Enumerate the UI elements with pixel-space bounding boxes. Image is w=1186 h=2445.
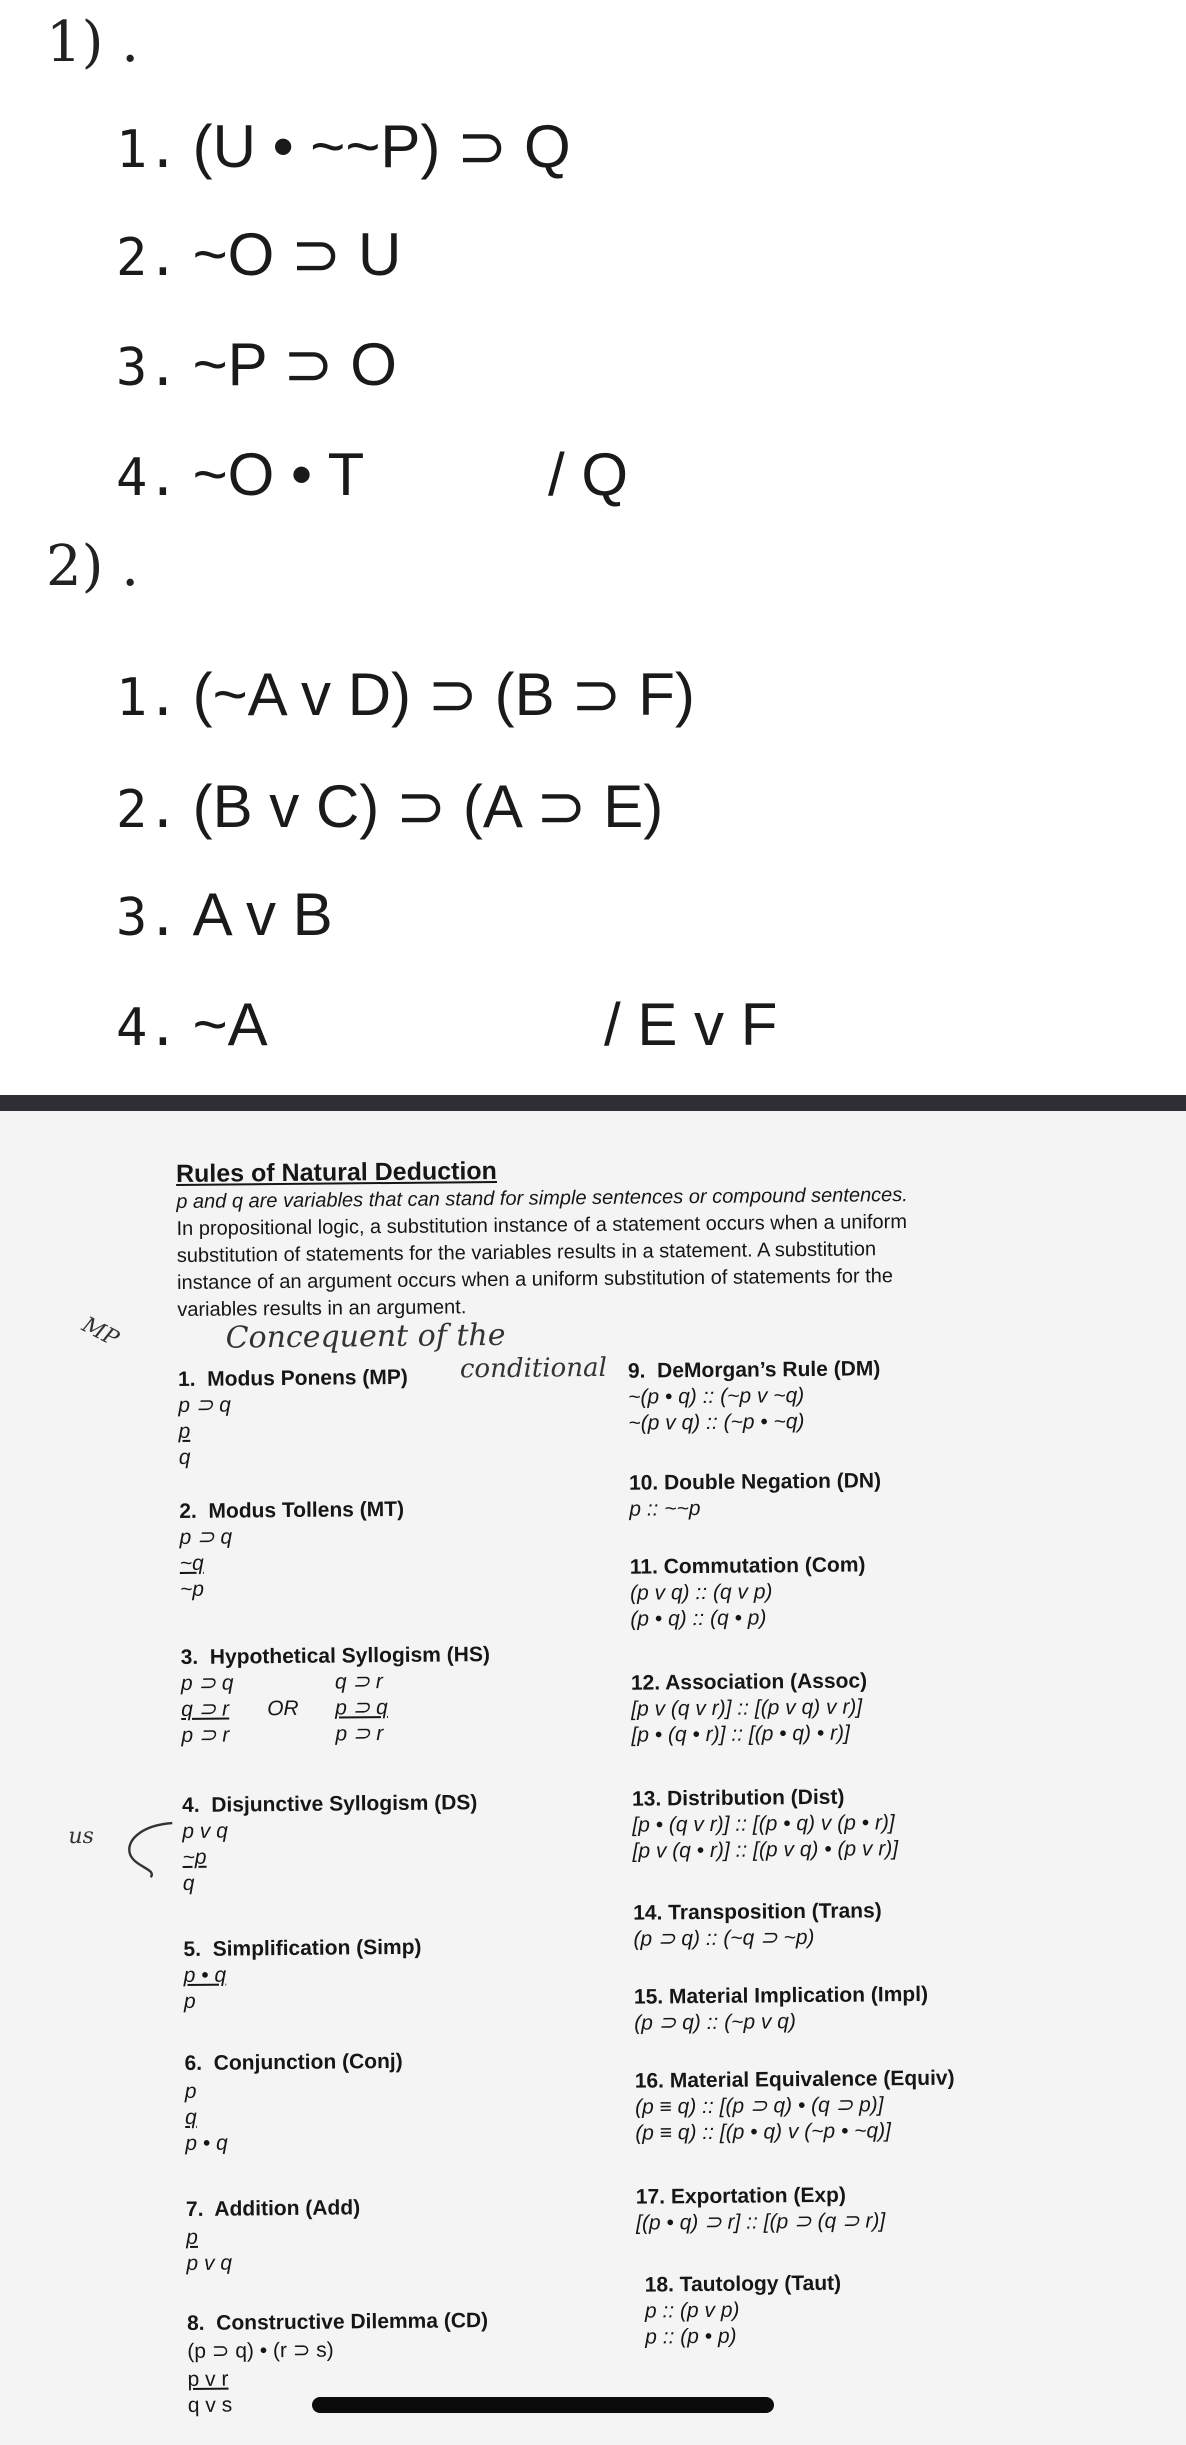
rule-com-line: (p v q) :: (q v p): [629, 1580, 773, 1605]
rule-assoc-title: 12. Association (Assoc): [630, 1669, 868, 1695]
line-number: 2.: [116, 228, 179, 288]
rule-trans-title: 14. Transposition (Trans): [633, 1899, 882, 1925]
rule-cd-line: p v r: [187, 2367, 229, 2391]
rule-dn-title: 10. Double Negation (DN): [628, 1469, 882, 1495]
premise: ~A: [192, 991, 268, 1058]
rule-ds-line: p v q: [182, 1819, 228, 1844]
rule-conj-title: 6. Conjunction (Conj): [184, 2049, 403, 2075]
rule-impl-title: 15. Material Implication (Impl): [633, 1982, 929, 2009]
rule-equiv-title: 16. Material Equivalence (Equiv): [634, 2066, 955, 2093]
rule-conj-line: q: [184, 2105, 197, 2129]
rule-dm-title: 9. DeMorgan’s Rule (DM): [627, 1357, 881, 1383]
line-number: 4.: [116, 998, 179, 1058]
problem-1-line-4: [116, 440, 364, 509]
rule-dist-title: 13. Distribution (Dist): [631, 1785, 845, 1811]
rule-simp-title: 5. Simplification (Simp): [183, 1935, 422, 1962]
intro-line-4: instance of an argument occurs when a uniform substitution of statements for the: [176, 1265, 894, 1295]
problem-1-label: 1) .: [46, 10, 140, 75]
home-indicator-bar[interactable]: [312, 2397, 774, 2413]
rule-mp-line: p: [178, 1419, 191, 1444]
rule-dist-line: [p v (q • r)] :: [(p v q) • (p v r)]: [632, 1837, 899, 1863]
rule-hs-col2-line: p ⊃ q: [335, 1696, 388, 1720]
rule-cd-line: q v s: [187, 2393, 233, 2417]
rule-add-line: p: [186, 2225, 199, 2249]
premise: (U • ~~P) ⊃ Q: [192, 113, 571, 180]
problem-1-line-1: [116, 112, 571, 182]
rule-hs-col2-line: q ⊃ r: [334, 1670, 383, 1694]
rule-assoc-line: [p v (q v r)] :: [(p v q) v r)]: [631, 1695, 863, 1721]
problem-2-label: 2) .: [46, 534, 140, 599]
rule-conj-line: p • q: [185, 2131, 228, 2155]
rule-cd-title: 8. Constructive Dilemma (CD): [186, 2309, 489, 2335]
rule-add-line: p v q: [186, 2251, 233, 2275]
rule-ds-line: q: [182, 1871, 195, 1896]
rule-mp-line: p ⊃ q: [178, 1393, 231, 1418]
problem-2-conclusion: / E v F: [604, 991, 778, 1058]
rule-ds-title: 4. Disjunctive Syllogism (DS): [181, 1791, 478, 1818]
handwritten-arrow-mark: [110, 1811, 181, 1882]
rule-com-title: 11. Commutation (Com): [629, 1553, 866, 1579]
rule-add-title: 7. Addition (Add): [185, 2196, 361, 2221]
handwritten-ds-note: us: [68, 1823, 94, 1850]
problem-2-line-4: [116, 990, 268, 1059]
rule-hs-or: OR: [267, 1696, 299, 1721]
premise: ~P ⊃ O: [192, 331, 397, 398]
premise: (~A v D) ⊃ (B ⊃ F): [192, 661, 695, 728]
rule-mt-line: ~q: [179, 1551, 204, 1576]
rule-hs-col1-line: p ⊃ r: [181, 1723, 230, 1748]
section-divider: [0, 1095, 1186, 1111]
rule-simp-line: p: [183, 1989, 196, 2013]
premise: ~O • T: [192, 441, 365, 508]
rules-sheet-photo: [0, 1111, 1186, 2445]
rule-dm-line: ~(p v q) :: (~p • ~q): [628, 1410, 805, 1435]
rule-dist-line: [p • (q v r)] :: [(p • q) v (p • r)]: [632, 1811, 895, 1837]
line-number: 1.: [116, 668, 179, 728]
intro-line-3: substitution of statements for the variables results in a statement. A substitution: [176, 1238, 877, 1268]
line-number: 2.: [116, 780, 179, 840]
problem-1-line-2: [116, 220, 401, 290]
rule-com-line: (p • q) :: (q • p): [630, 1606, 767, 1631]
rule-mp-line: q: [178, 1445, 191, 1470]
sheet-title: Rules of Natural Deduction: [175, 1156, 498, 1189]
rule-ds-line: ~p: [182, 1845, 207, 1870]
rule-taut-line: p :: (p v p): [644, 2298, 740, 2323]
rule-taut-title: 18. Tautology (Taut): [644, 2271, 842, 2297]
rule-exp-title: 17. Exportation (Exp): [635, 2183, 847, 2209]
problem-1-line-3: [116, 330, 397, 400]
rule-dn-line: p :: ~~p: [629, 1497, 701, 1521]
rule-mt-line: ~p: [179, 1577, 205, 1602]
line-number: 4.: [116, 448, 179, 508]
rule-hs-col2-line: p ⊃ r: [335, 1722, 384, 1746]
rule-hs-col1-line: p ⊃ q: [180, 1671, 234, 1696]
rule-impl-line: (p ⊃ q) :: (~p v q): [634, 2010, 797, 2035]
rule-dm-line: ~(p • q) :: (~p v ~q): [628, 1384, 805, 1409]
rule-taut-line: p :: (p • p): [645, 2324, 737, 2349]
handwritten-mp-note: MP: [77, 1312, 123, 1352]
problem-2-line-1: [116, 660, 695, 730]
premise: (B v C) ⊃ (A ⊃ E): [192, 773, 664, 840]
intro-line-5: variables results in an argument.: [177, 1296, 467, 1322]
rule-simp-line: p • q: [183, 1963, 227, 1988]
premise: ~O ⊃ U: [192, 221, 402, 288]
line-number: 3.: [116, 338, 179, 398]
premise: A v B: [192, 881, 333, 948]
rule-equiv-line: (p ≡ q) :: [(p • q) v (~p • ~q)]: [635, 2119, 892, 2145]
problem-2-line-3: [116, 880, 333, 949]
rule-assoc-line: [p • (q • r)] :: [(p • q) • r)]: [631, 1721, 850, 1747]
rule-mt-line: p ⊃ q: [179, 1525, 233, 1550]
problem-1-conclusion: / Q: [548, 441, 629, 508]
intro-line-2: In propositional logic, a substitution instance of a statement occurs when a uniform: [176, 1211, 908, 1241]
line-number: 1.: [116, 120, 179, 180]
rule-hs-col1-line: q ⊃ r: [181, 1697, 230, 1722]
rule-cd-line: (p ⊃ q) • (r ⊃ s): [187, 2338, 334, 2363]
rule-conj-line: p: [184, 2079, 197, 2103]
rule-equiv-line: (p ≡ q) :: [(p ⊃ q) • (q ⊃ p)]: [634, 2093, 884, 2119]
line-number: 3.: [116, 888, 179, 948]
rule-mt-title: 2. Modus Tollens (MT): [179, 1497, 405, 1524]
rule-trans-line: (p ⊃ q) :: (~q ⊃ ~p): [633, 1925, 815, 1951]
rules-sheet: [0, 1111, 1186, 2445]
problem-2-line-2: [116, 772, 663, 842]
rule-exp-line: [(p • q) ⊃ r] :: [(p ⊃ (q ⊃ r)]: [636, 2209, 886, 2235]
handwritten-consequent-note: Concequent of the: [225, 1317, 506, 1356]
intro-line-1: p and q are variables that can stand for simple sentences or compound sentences.: [176, 1184, 908, 1214]
rule-hs-title: 3. Hypothetical Syllogism (HS): [180, 1643, 491, 1670]
problems-panel: [0, 0, 1186, 1095]
rule-mp-title: 1. Modus Ponens (MP): [177, 1365, 408, 1392]
handwritten-conditional-note: conditional: [459, 1352, 607, 1385]
